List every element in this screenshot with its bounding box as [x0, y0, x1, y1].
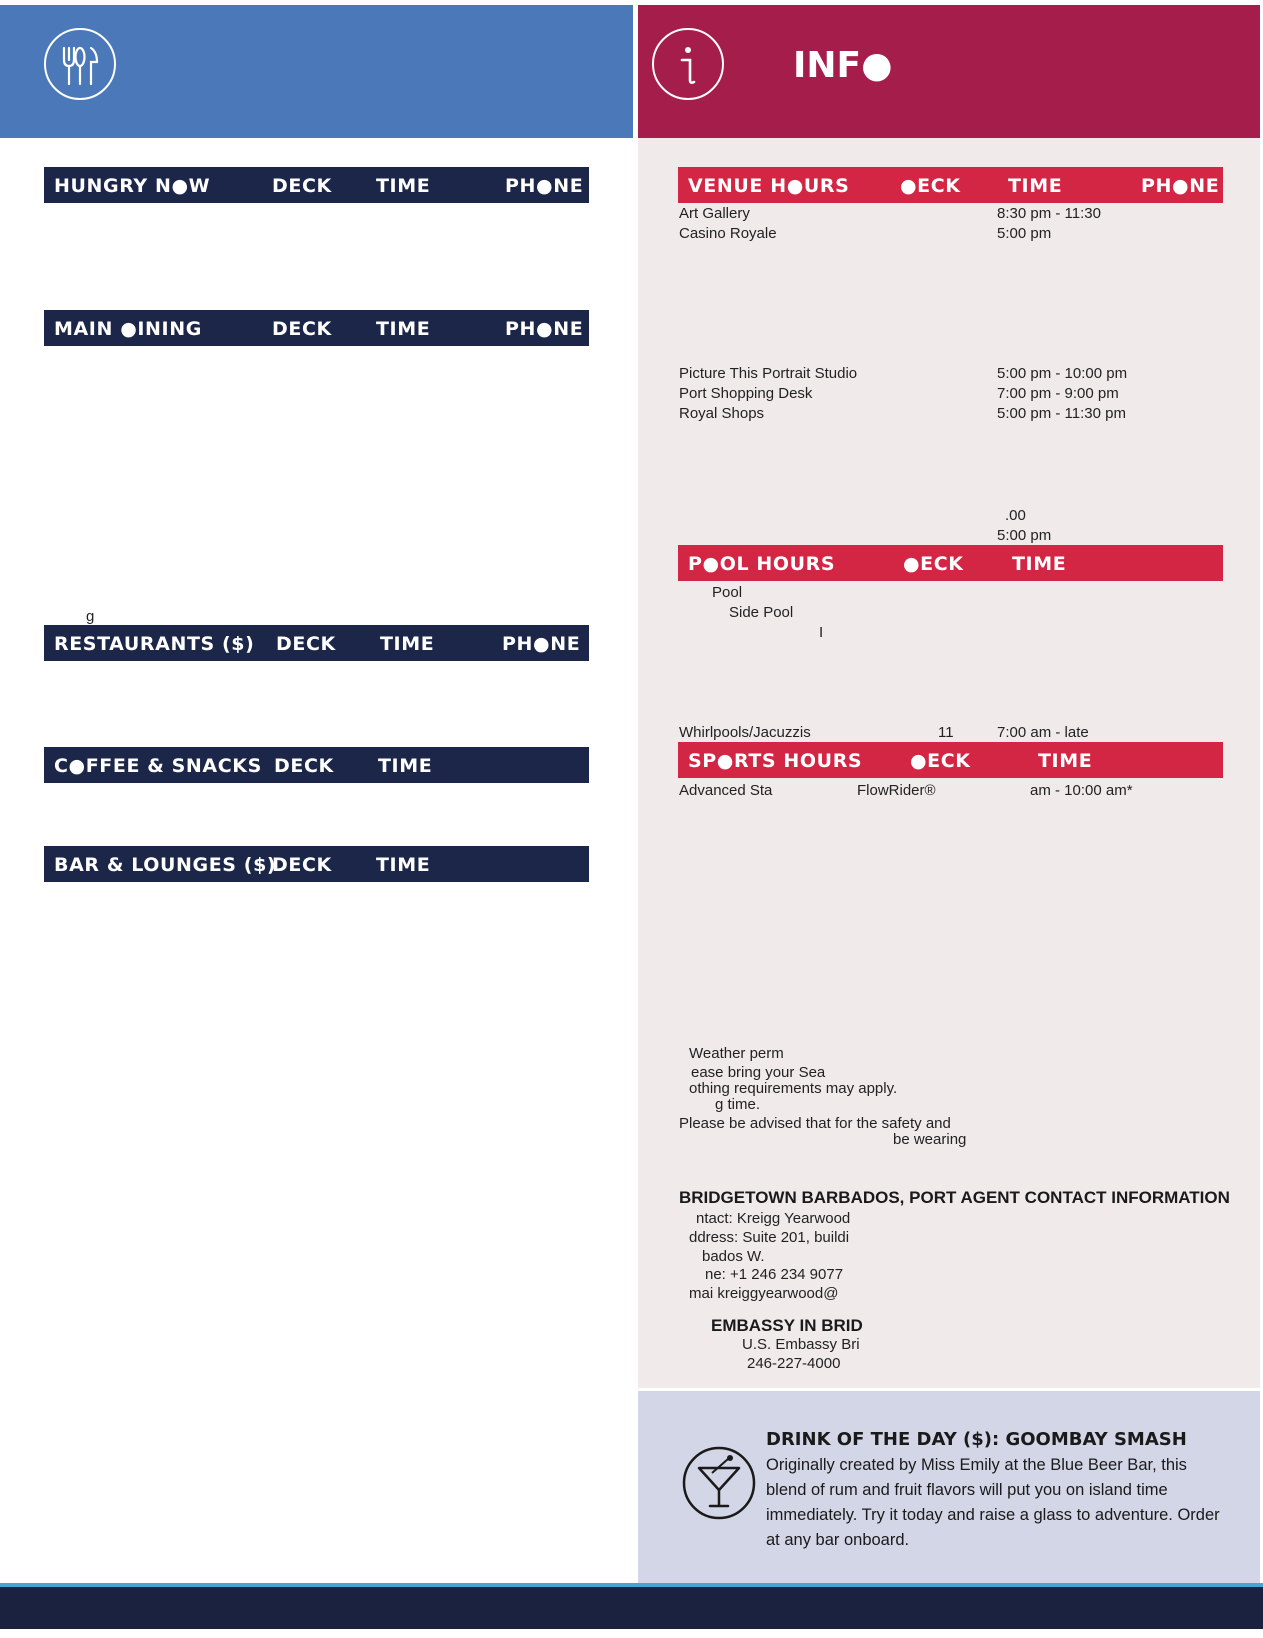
embassy-line: 246-227-4000	[747, 1355, 841, 1372]
sports-name: Advanced Sta	[679, 782, 773, 799]
info-banner	[638, 5, 1260, 138]
deck-column: DECK	[274, 755, 334, 777]
time-column: TIME	[1008, 175, 1063, 197]
time-column: TIME	[378, 755, 433, 777]
section-title: P●OL HOURS	[688, 553, 836, 575]
pool-fragment: I	[819, 624, 824, 641]
contact-line: bados W.	[702, 1248, 765, 1265]
utensils-icon	[44, 28, 116, 100]
contact-line: mai kreiggyearwood@	[689, 1285, 839, 1302]
time-column: TIME	[376, 318, 431, 340]
contact-line: ddress: Suite 201, buildi	[689, 1229, 850, 1246]
contact-line: ntact: Kreigg Yearwood	[696, 1210, 851, 1227]
stray-letter: g	[86, 608, 95, 625]
drink-description: Originally created by Miss Emily at the Blue Beer Bar, this blend of rum and fruit flavors will put you on island time immediately. Try it today and raise a glass to adventure. Order at any bar onboard.	[766, 1456, 1220, 1549]
venue-time: 5:00 pm - 10:00 pm	[997, 365, 1128, 382]
phone-column: PH●NE	[502, 633, 581, 655]
venue-name: Royal Shops	[679, 405, 765, 422]
phone-column: PH●NE	[505, 175, 584, 197]
bars-header	[44, 846, 589, 882]
pool-name: Side Pool	[729, 604, 794, 621]
deck-column: DECK	[272, 318, 332, 340]
note-line: Please be advised that for the safety and	[679, 1115, 951, 1132]
time-column: TIME	[376, 175, 431, 197]
note-line: othing requirements may apply.	[689, 1080, 898, 1097]
whirlpool-time: 7:00 am - late	[997, 724, 1089, 741]
note-line: Weather perm	[689, 1045, 784, 1062]
phone-column: PH●NE	[505, 318, 584, 340]
whirlpool-name: Whirlpools/Jacuzzis	[679, 724, 811, 741]
section-title: RESTAURANTS ($)	[54, 633, 255, 655]
info-icon	[652, 28, 724, 100]
dining-banner	[0, 5, 633, 138]
deck-column: ●ECK	[910, 750, 971, 772]
venue-name: Port Shopping Desk	[679, 385, 813, 402]
embassy-title: EMBASSY IN BRID	[711, 1316, 863, 1335]
section-title: HUNGRY N●W	[54, 175, 211, 197]
sports-hours-header	[678, 742, 1223, 778]
deck-column: DECK	[272, 854, 332, 876]
drink-title: DRINK OF THE DAY ($): GOOMBAY SMASH	[766, 1429, 1187, 1450]
venue-time: 5:00 pm	[997, 225, 1052, 242]
section-title: VENUE H●URS	[688, 175, 850, 197]
section-title: BAR & LOUNGES ($)	[54, 854, 277, 876]
sports-time: am - 10:00 am*	[1030, 782, 1133, 799]
info-title: INF●	[793, 45, 893, 86]
note-line: g time.	[715, 1096, 761, 1113]
sports-deck: FlowRider®	[857, 782, 936, 799]
drink-panel	[638, 1391, 1260, 1583]
deck-column: ●ECK	[903, 553, 964, 575]
whirlpool-deck: 11	[938, 724, 954, 741]
venue-name: Picture This Portrait Studio	[679, 365, 858, 382]
time-column: TIME	[376, 854, 431, 876]
venue-hours-header	[678, 167, 1223, 203]
section-title: C●FFEE & SNACKS	[54, 755, 262, 777]
footer-bar	[0, 1587, 1263, 1629]
note-line: be wearing	[893, 1131, 967, 1148]
main-dining-header	[44, 310, 589, 346]
venue-time-fragment: .00	[1005, 507, 1026, 524]
pool-hours-header	[678, 545, 1223, 581]
deck-column: DECK	[272, 175, 332, 197]
venue-time: 8:30 pm - 11:30	[997, 205, 1101, 222]
martini-icon	[682, 1446, 756, 1520]
coffee-header	[44, 747, 589, 783]
pool-name: Pool	[712, 584, 743, 601]
time-column: TIME	[1012, 553, 1067, 575]
deck-column: DECK	[276, 633, 336, 655]
time-column: TIME	[1038, 750, 1093, 772]
venue-name: Art Gallery	[679, 205, 750, 222]
deck-column: ●ECK	[900, 175, 961, 197]
restaurants-header	[44, 625, 589, 661]
phone-column: PH●NE	[1141, 175, 1220, 197]
section-title: SP●RTS HOURS	[688, 750, 863, 772]
time-column: TIME	[380, 633, 435, 655]
venue-time-fragment: 5:00 pm	[997, 527, 1052, 544]
note-line: ease bring your Sea	[691, 1064, 826, 1081]
contact-line: ne: +1 246 234 9077	[705, 1266, 844, 1283]
venue-time: 5:00 pm - 11:30 pm	[997, 405, 1126, 422]
embassy-line: U.S. Embassy Bri	[742, 1336, 860, 1353]
port-agent-title: BRIDGETOWN BARBADOS, PORT AGENT CONTACT INFORMATION	[679, 1188, 1230, 1207]
venue-time: 7:00 pm - 9:00 pm	[997, 385, 1119, 402]
section-title: MAIN ●INING	[54, 318, 202, 340]
venue-name: Casino Royale	[679, 225, 777, 242]
hungry-now-header	[44, 167, 589, 203]
